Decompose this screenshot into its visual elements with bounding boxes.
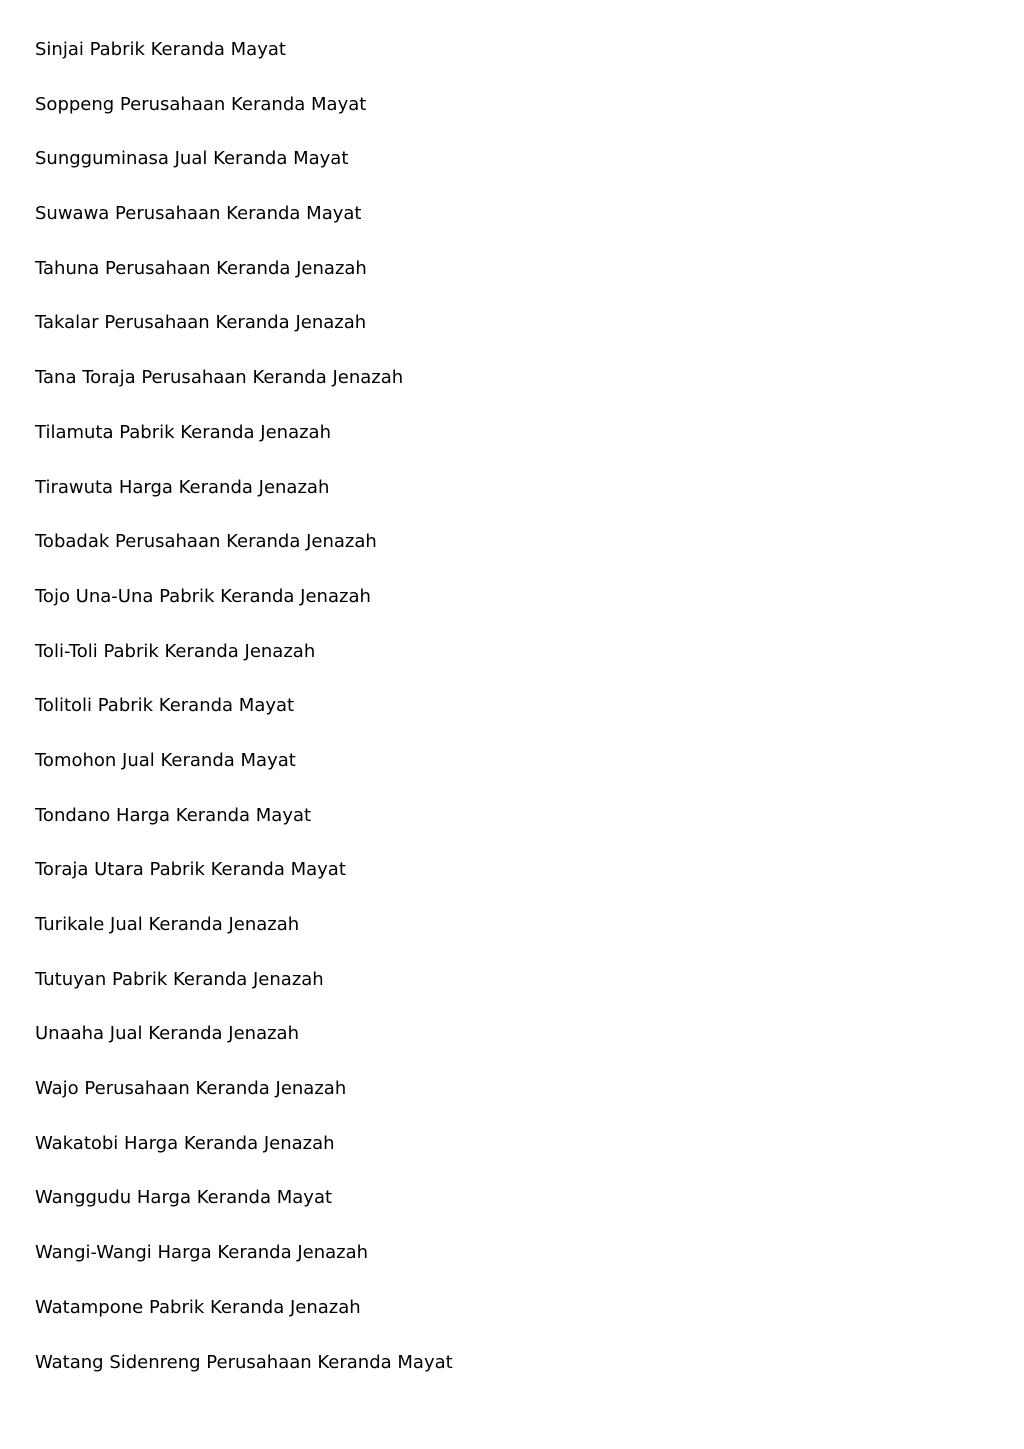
list-item: Wangi-Wangi Harga Keranda Jenazah <box>35 1242 369 1264</box>
list-item: Toli-Toli Pabrik Keranda Jenazah <box>35 640 316 662</box>
list-item: Unaaha Jual Keranda Jenazah <box>35 1023 299 1045</box>
list-item: Sinjai Pabrik Keranda Mayat <box>35 39 286 60</box>
list-item: Tilamuta Pabrik Keranda Jenazah <box>35 421 331 443</box>
list-item: Tirawuta Harga Keranda Jenazah <box>35 476 330 498</box>
list-item: Wanggudu Harga Keranda Mayat <box>35 1187 333 1209</box>
list-item: Wajo Perusahaan Keranda Jenazah <box>35 1078 347 1100</box>
list-item: Tana Toraja Perusahaan Keranda Jenazah <box>35 367 404 389</box>
list-item: Tomohon Jual Keranda Mayat <box>35 749 296 771</box>
list-item: Watampone Pabrik Keranda Jenazah <box>35 1296 361 1318</box>
list-item: Wakatobi Harga Keranda Jenazah <box>35 1132 335 1154</box>
list-item: Takalar Perusahaan Keranda Jenazah <box>35 312 367 334</box>
list-item: Watang Sidenreng Perusahaan Keranda Mayat <box>35 1351 453 1373</box>
list-item: Soppeng Perusahaan Keranda Mayat <box>35 93 367 115</box>
location-list <box>35 36 453 1403</box>
list-item: Tahuna Perusahaan Keranda Jenazah <box>35 257 367 279</box>
list-item: Sungguminasa Jual Keranda Mayat <box>35 148 349 170</box>
list-item: Tutuyan Pabrik Keranda Jenazah <box>35 968 324 990</box>
list-item: Tojo Una-Una Pabrik Keranda Jenazah <box>35 585 371 607</box>
list-item: Tolitoli Pabrik Keranda Mayat <box>35 695 295 717</box>
list-item: Suwawa Perusahaan Keranda Mayat <box>35 203 362 225</box>
list-item: Tondano Harga Keranda Mayat <box>35 804 312 826</box>
list-item: Toraja Utara Pabrik Keranda Mayat <box>35 859 346 881</box>
list-item: Turikale Jual Keranda Jenazah <box>35 914 300 935</box>
list-item: Tobadak Perusahaan Keranda Jenazah <box>35 531 377 553</box>
